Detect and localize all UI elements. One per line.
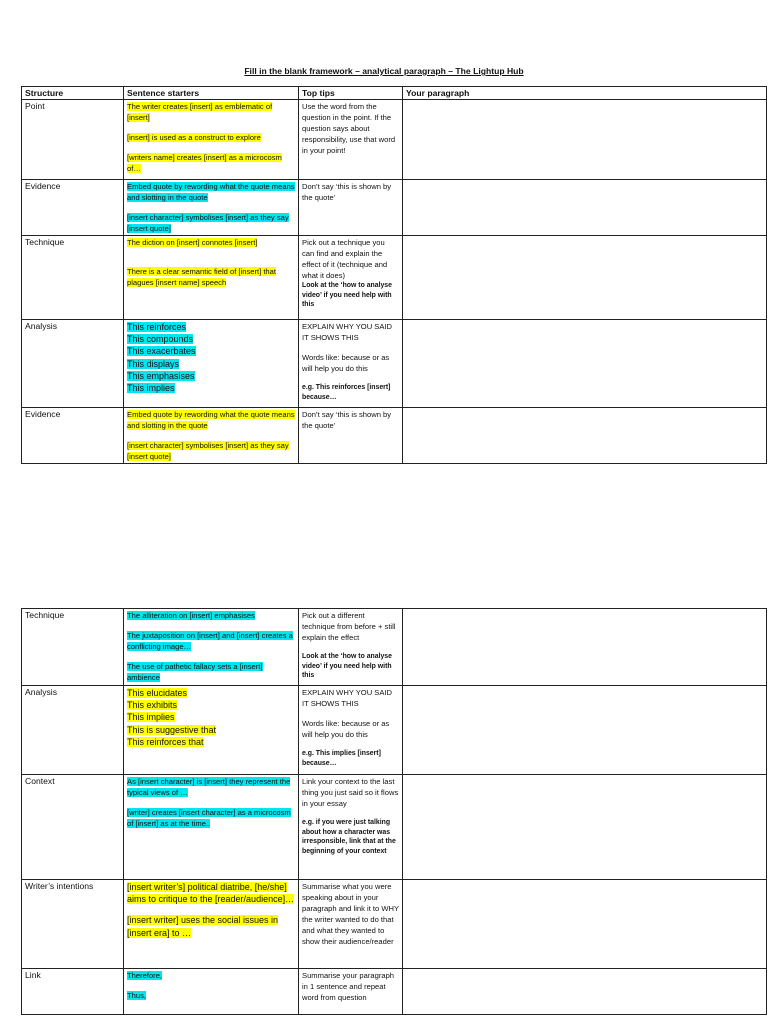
highlighted-starter-text: There is a clear semantic field of [insert] that plagues [insert name] speech — [127, 267, 276, 287]
page-title: Fill in the blank framework – analytical paragraph – The Lightup Hub — [244, 66, 524, 76]
highlighted-starter-text: This emphasises — [127, 370, 195, 381]
structure-cell: Evidence — [22, 180, 124, 236]
table-row — [22, 100, 767, 180]
highlighted-starter-text: This compounds — [127, 334, 194, 345]
sentence-starter — [127, 440, 295, 462]
bold-tip: Look at the ‘how to analyse video’ if you need help with this — [302, 653, 392, 680]
highlighted-starter-text: [insert character] symbolises [insert] as they say [insert quote] — [127, 213, 289, 233]
sentence-starter — [127, 699, 295, 711]
highlighted-starter-text: [insert] is used as a construct to explore — [127, 133, 261, 142]
spacer — [302, 809, 399, 818]
structure-cell: Writer’s intentions — [22, 880, 124, 969]
sentence-starter — [127, 132, 295, 143]
sentence-starter — [127, 409, 295, 431]
top-tips-cell — [299, 320, 403, 408]
table-row — [22, 969, 767, 1015]
structure-cell: Point — [22, 100, 124, 180]
spacer — [302, 643, 399, 652]
sentence-starter — [127, 630, 295, 652]
tip-text: Summarise your paragraph in 1 sentence and repeat word from question — [302, 971, 395, 1002]
spacer — [127, 203, 295, 212]
highlighted-starter-text: This reinforces — [127, 322, 187, 332]
highlighted-starter-text: This implies — [127, 383, 175, 394]
sentence-starter — [127, 266, 295, 288]
structure-cell: Context — [22, 775, 124, 880]
top-tips-cell — [299, 969, 403, 1015]
sentence-starter — [127, 345, 295, 357]
spacer — [127, 621, 295, 630]
structure-cell: Technique — [22, 609, 124, 686]
sentence-starter — [127, 358, 295, 370]
header-top-tips: Top tips — [299, 87, 403, 100]
highlighted-starter-text: The writer creates [insert] as emblematic of [insert] — [127, 102, 273, 122]
sentence-starters-cell — [124, 408, 299, 464]
table-row — [22, 686, 767, 775]
bold-tip: e.g. This implies [insert] because… — [302, 750, 381, 767]
sentence-starters-cell — [124, 320, 299, 408]
header-row — [22, 87, 767, 100]
highlighted-starter-text: The alliteration on [insert] emphasises — [127, 611, 255, 620]
sentence-starter — [127, 881, 295, 905]
sentence-starter — [127, 382, 295, 394]
table-row — [22, 408, 767, 464]
sentence-starter — [127, 610, 295, 621]
highlighted-starter-text: The juxtaposition on [insert] and [insert] creates a conflicting image… — [127, 631, 293, 651]
sentence-starter — [127, 212, 295, 234]
your-paragraph-cell[interactable] — [403, 236, 767, 320]
spacer — [127, 248, 295, 266]
spacer — [302, 740, 399, 749]
sentence-starter — [127, 687, 295, 699]
header-structure: Structure — [22, 87, 124, 100]
sentence-starter — [127, 152, 295, 174]
sentence-starter — [127, 661, 295, 683]
your-paragraph-cell[interactable] — [403, 969, 767, 1015]
top-tips-cell — [299, 100, 403, 180]
your-paragraph-cell[interactable] — [403, 775, 767, 880]
tip-text: Pick out a technique you can find and explain the effect of it (technique and what it does) — [302, 238, 388, 280]
table-row — [22, 609, 767, 686]
spacer — [302, 374, 399, 383]
header-your-paragraph: Your paragraph — [403, 87, 767, 100]
sentence-starters-cell — [124, 686, 299, 775]
your-paragraph-cell[interactable] — [403, 609, 767, 686]
highlighted-starter-text: This displays — [127, 358, 180, 369]
sentence-starters-cell — [124, 880, 299, 969]
highlighted-starter-text: This elucidates — [127, 688, 188, 698]
sentence-starter — [127, 970, 295, 981]
spacer — [127, 652, 295, 661]
top-tips-cell — [299, 775, 403, 880]
structure-cell: Technique — [22, 236, 124, 320]
tip-text: Don’t say ‘this is shown by the quote’ — [302, 182, 392, 202]
sentence-starter — [127, 807, 295, 829]
highlighted-starter-text: This reinforces that — [127, 736, 204, 747]
top-tips-cell — [299, 686, 403, 775]
sentence-starter — [127, 181, 295, 203]
tip-text: Words like: because or as will help you do this — [302, 719, 390, 739]
sentence-starter — [127, 370, 295, 382]
spacer — [127, 905, 295, 914]
bold-tip: e.g. This reinforces [insert] because… — [302, 384, 391, 401]
tip-text: Link your context to the last thing you just said so it flows in your essay — [302, 777, 399, 808]
top-tips-cell — [299, 880, 403, 969]
sentence-starter — [127, 321, 295, 333]
sentence-starters-cell — [124, 236, 299, 320]
table-row — [22, 320, 767, 408]
sentence-starter — [127, 776, 295, 798]
sentence-starters-cell — [124, 180, 299, 236]
table-row — [22, 236, 767, 320]
sentence-starter — [127, 333, 295, 345]
spacer — [127, 431, 295, 440]
your-paragraph-cell[interactable] — [403, 880, 767, 969]
top-tips-cell — [299, 236, 403, 320]
top-tips-cell — [299, 180, 403, 236]
highlighted-starter-text: Embed quote by rewording what the quote means and slotting in the quote — [127, 182, 295, 202]
sentence-starters-cell — [124, 969, 299, 1015]
sentence-starter — [127, 711, 295, 723]
highlighted-starter-text: Embed quote by rewording what the quote means and slotting in the quote — [127, 410, 295, 430]
top-tips-cell — [299, 609, 403, 686]
structure-cell: Analysis — [22, 686, 124, 775]
header-sentence-starters: Sentence starters — [124, 87, 299, 100]
structure-cell: Analysis — [22, 320, 124, 408]
spacer — [127, 143, 295, 152]
bold-tip: Look at the ‘how to analyse video’ if you need help with this — [302, 282, 392, 309]
sentence-starter — [127, 101, 295, 123]
sentence-starter — [127, 724, 295, 736]
highlighted-starter-text: [insert writer] uses the social issues in [insert era] to … — [127, 915, 279, 938]
highlighted-starter-text: [insert writer’s] political diatribe, [he/she] aims to critique to the [reader/audience]… — [127, 882, 295, 905]
bold-tip: e.g. if you were just talking about how a character was irresponsible, link that at the beginning of your context — [302, 819, 396, 855]
table-row — [22, 180, 767, 236]
tip-text: Summarise what you were speaking about in your paragraph and link it to WHY the writer wanted to do that and what they wanted to show their audience/reader — [302, 882, 399, 946]
sentence-starter — [127, 237, 295, 248]
framework-table-2 — [21, 608, 767, 1015]
top-tips-cell — [299, 408, 403, 464]
sentence-starter — [127, 736, 295, 748]
spacer — [302, 709, 399, 718]
your-paragraph-cell[interactable] — [403, 686, 767, 775]
your-paragraph-cell[interactable] — [403, 100, 767, 180]
highlighted-starter-text: [insert character] symbolises [insert] as they say [insert quote] — [127, 441, 289, 461]
sentence-starters-cell — [124, 775, 299, 880]
spacer — [127, 981, 295, 990]
highlighted-starter-text: This exacerbates — [127, 346, 196, 357]
framework-table-1 — [21, 86, 767, 464]
tip-text: Use the word from the question in the point. If the question says about responsibility, use that word in your point! — [302, 102, 396, 155]
sentence-starters-cell — [124, 100, 299, 180]
table-row — [22, 880, 767, 969]
highlighted-starter-text: This is suggestive that — [127, 724, 217, 735]
your-paragraph-cell[interactable] — [403, 408, 767, 464]
structure-cell: Evidence — [22, 408, 124, 464]
tip-text: Pick out a different technique from before + still explain the effect — [302, 611, 396, 642]
spacer — [302, 343, 399, 352]
tip-text: Don’t say ‘this is shown by the quote’ — [302, 410, 392, 430]
sentence-starter — [127, 914, 295, 938]
tip-text: Words like: because or as will help you do this — [302, 353, 390, 373]
structure-cell: Link — [22, 969, 124, 1015]
tip-text: EXPLAIN WHY YOU SAID IT SHOWS THIS — [302, 322, 393, 342]
your-paragraph-cell[interactable] — [403, 320, 767, 408]
highlighted-starter-text: [writer] creates [insert character] as a microcosm of [insert] as at the time.. — [127, 808, 291, 828]
highlighted-starter-text: This implies — [127, 712, 175, 723]
spacer — [127, 798, 295, 807]
highlighted-starter-text: The use of pathetic fallacy sets a [insert] ambience — [127, 662, 263, 682]
highlighted-starter-text: As [insert character] is [insert] they represent the typical views of … — [127, 777, 291, 797]
highlighted-starter-text: This exhibits — [127, 700, 178, 711]
table-row — [22, 775, 767, 880]
highlighted-starter-text: Therefore, — [127, 971, 163, 980]
spacer — [127, 123, 295, 132]
sentence-starters-cell — [124, 609, 299, 686]
tip-text: EXPLAIN WHY YOU SAID IT SHOWS THIS — [302, 688, 393, 708]
highlighted-starter-text: The diction on [insert] connotes [insert] — [127, 238, 258, 247]
highlighted-starter-text: [writers name] creates [insert] as a microcosm of… — [127, 153, 282, 173]
sentence-starter — [127, 990, 295, 1001]
highlighted-starter-text: Thus, — [127, 991, 146, 1000]
your-paragraph-cell[interactable] — [403, 180, 767, 236]
